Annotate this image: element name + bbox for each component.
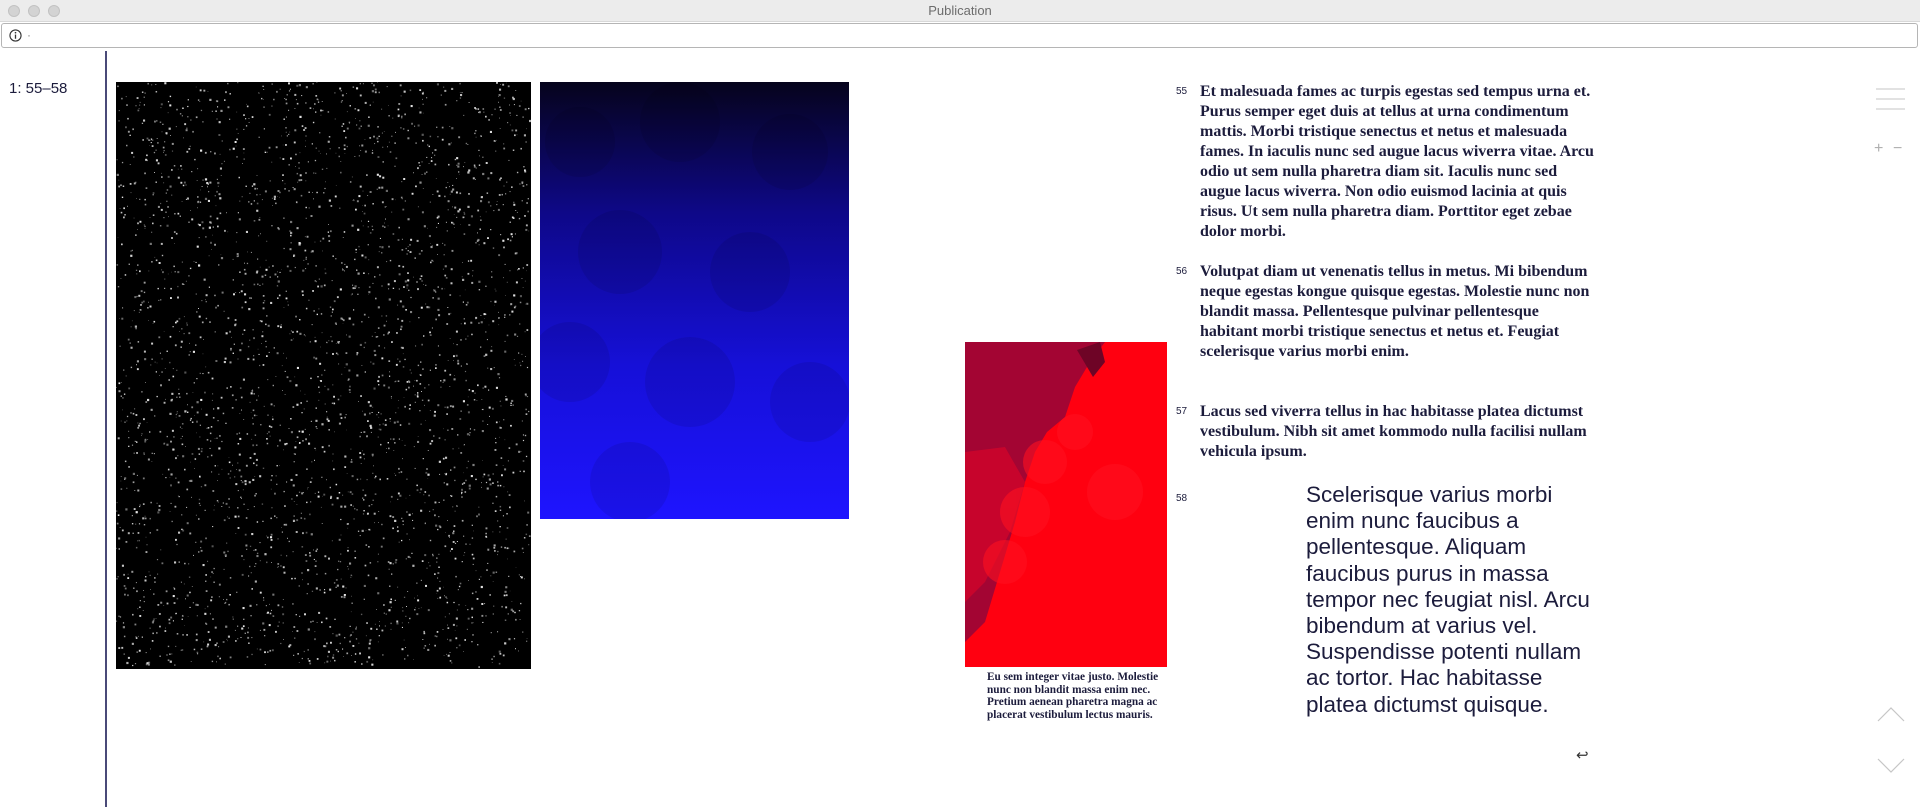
info-icon[interactable] (9, 29, 22, 42)
window-title: Publication (928, 3, 992, 18)
red-image (965, 342, 1167, 667)
address-value: · (27, 28, 31, 42)
noise-image (116, 82, 531, 669)
paragraph-57: Lacus sed viverra tellus in hac habitasse platea dictumst vestibulum. Nibh sit amet kommodo nulla facilisi nullam vehicula ipsum. (1200, 403, 1587, 460)
return-icon[interactable]: ↩ (1576, 747, 1589, 764)
menu-icon[interactable] (1876, 88, 1905, 110)
blue-gradient-image (540, 82, 849, 519)
chevron-down-icon[interactable] (1877, 758, 1905, 774)
address-bar[interactable] (1, 23, 1918, 48)
zoom-out-icon[interactable]: − (1893, 140, 1903, 157)
zoom-in-icon[interactable]: + (1874, 140, 1884, 157)
paragraph-number-56: 56 (1176, 266, 1188, 277)
paragraph-55: Et malesuada fames ac turpis egestas sed tempus urna et. Purus semper eget duis at tellus at urna condimentum mattis. Morbi tristique senectus et netus et malesuada fames. In iaculis nunc sed augue lacus wiverra vitae. Arcu odio ut sem nulla pharetra diam sit. Iaculis nunc sed augue lacus wiverra. Non odio euismod lacinia at quis risus. Ut sem nulla pharetra diam. Porttitor eget zebae dolor morbi. (1200, 83, 1594, 240)
paragraph-56: Volutpat diam ut venenatis tellus in metus. Mi bibendum neque egestas kongue quisque egestas. Molestie nunc non blandit massa. Pellentesque pulvinar pellentesque habitant morbi tristique senectus et netus et. Feugiat scelerisque varius morbi enim. (1200, 263, 1590, 360)
pull-quote-58: Scelerisque varius morbi enim nunc faucibus a pellentesque. Aliquam faucibus purus in massa tempor nec feugiat nisl. Arcu bibendum at varius vel. Suspendisse potenti nullam ac tortor. Hac habitasse platea dictumst quisque. (1306, 482, 1590, 717)
window-titlebar (0, 0, 1920, 22)
page-indicator: 1: 55–58 (9, 80, 68, 97)
paragraph-number-55: 55 (1176, 86, 1188, 97)
paragraph-number-58: 58 (1176, 493, 1188, 504)
image-caption: Eu sem integer vitae justo. Molestie nunc non blandit massa enim nec. Pretium aenean pharetra magna ac placerat vestibulum lectus mauris. (987, 671, 1159, 721)
paragraph-number-57: 57 (1176, 406, 1188, 417)
margin-rule (105, 51, 107, 807)
chevron-up-icon[interactable] (1877, 706, 1905, 722)
